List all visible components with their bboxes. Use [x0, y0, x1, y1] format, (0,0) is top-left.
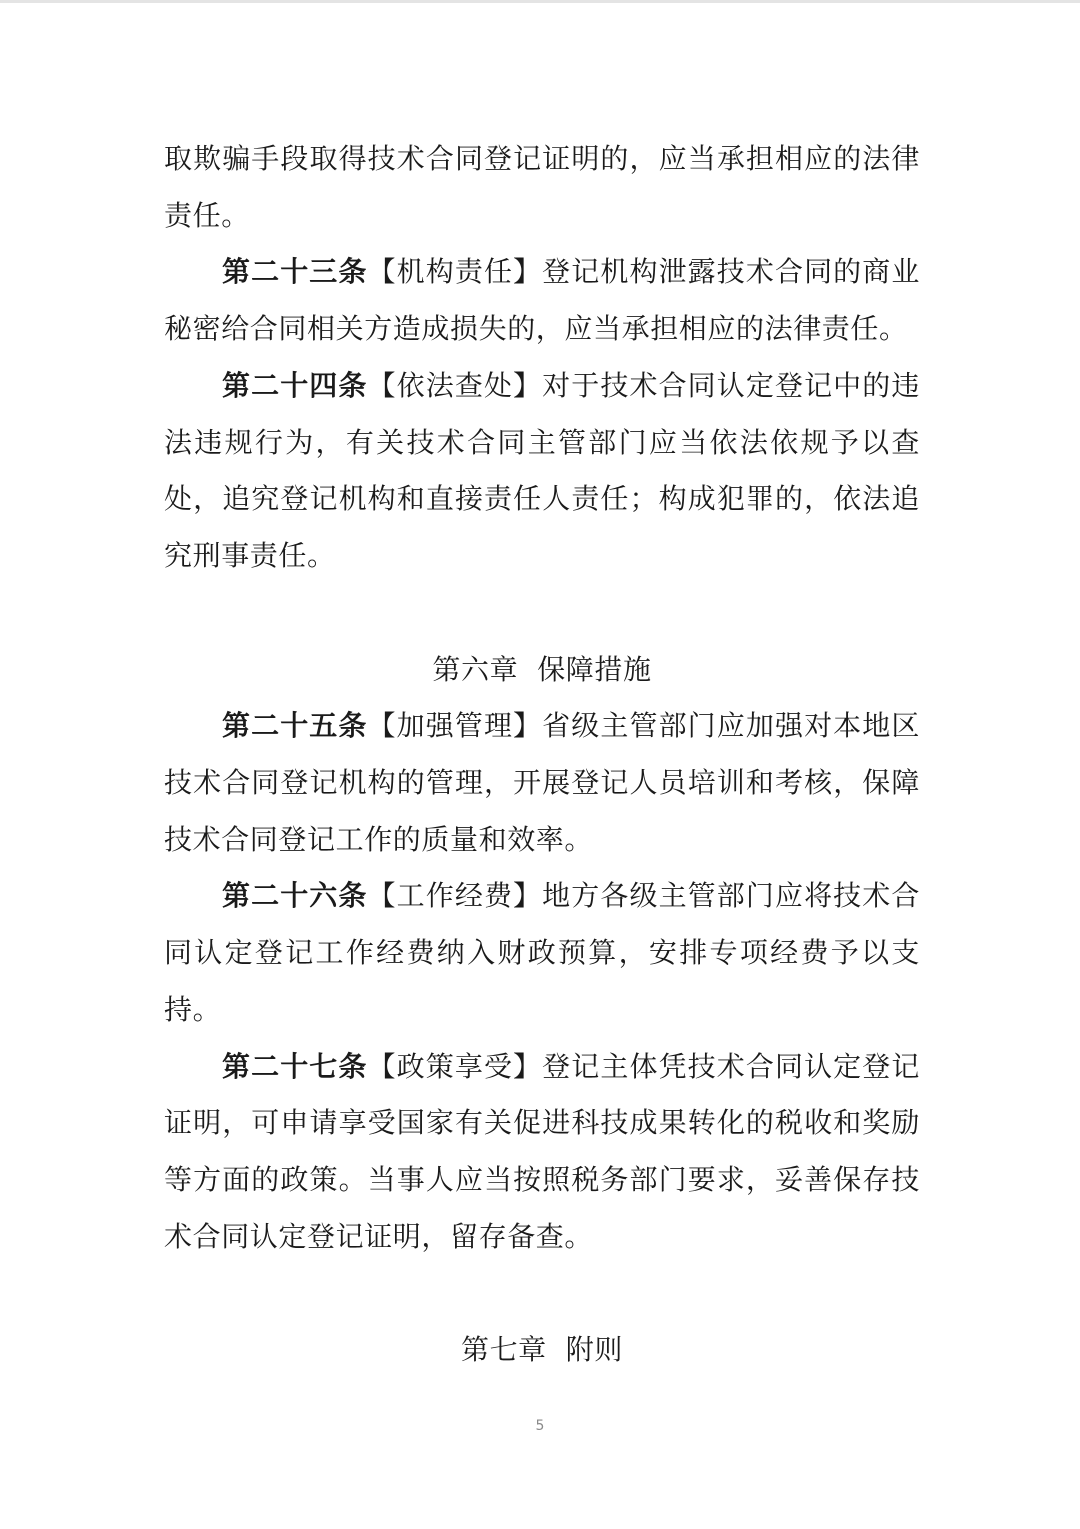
chapter-6-heading: 第六章 保障措施: [432, 652, 652, 686]
article-text: 【依法查处】对于技术合同认定登记中的违法违规行为，有关技术合同主管部门应当依法依规予以查处，追究登记机构和直接责任人责任；构成犯罪的，依法追究刑事责任。: [164, 368, 920, 572]
paragraph-continued: [164, 131, 920, 244]
article-number: 第二十三条: [222, 255, 368, 289]
article-26: [164, 868, 920, 1038]
paragraph-text: 取欺骗手段取得技术合同登记证明的，应当承担相应的法律责任。: [164, 142, 920, 232]
top-border-line: [0, 0, 1080, 3]
article-25: [164, 698, 920, 868]
article-number: 第二十四条: [222, 368, 368, 402]
article-text: 【工作经费】地方各级主管部门应将技术合同认定登记工作经费纳入财政预算，安排专项经费予以支持。: [164, 879, 920, 1026]
article-number: 第二十七条: [222, 1049, 368, 1083]
article-text: 【政策享受】登记主体凭技术合同认定登记证明，可申请享受国家有关促进科技成果转化的税收和奖励等方面的政策。当事人应当按照税务部门要求，妥善保存技术合同认定登记证明，留存备查。: [164, 1049, 920, 1253]
article-text: 【加强管理】省级主管部门应加强对本地区技术合同登记机构的管理，开展登记人员培训和考核，保障技术合同登记工作的质量和效率。: [164, 709, 920, 856]
article-number: 第二十五条: [222, 709, 368, 743]
page-number: 5: [535, 1418, 545, 1434]
article-24: [164, 358, 920, 585]
article-27: [164, 1039, 920, 1266]
article-number: 第二十六条: [222, 879, 368, 913]
chapter-7-heading: 第七章 附则: [460, 1333, 623, 1367]
article-text: 【机构责任】登记机构泄露技术合同的商业秘密给合同相关方造成损失的，应当承担相应的法律责任。: [164, 255, 920, 346]
article-23: [164, 244, 920, 357]
document-body: [164, 131, 920, 1379]
